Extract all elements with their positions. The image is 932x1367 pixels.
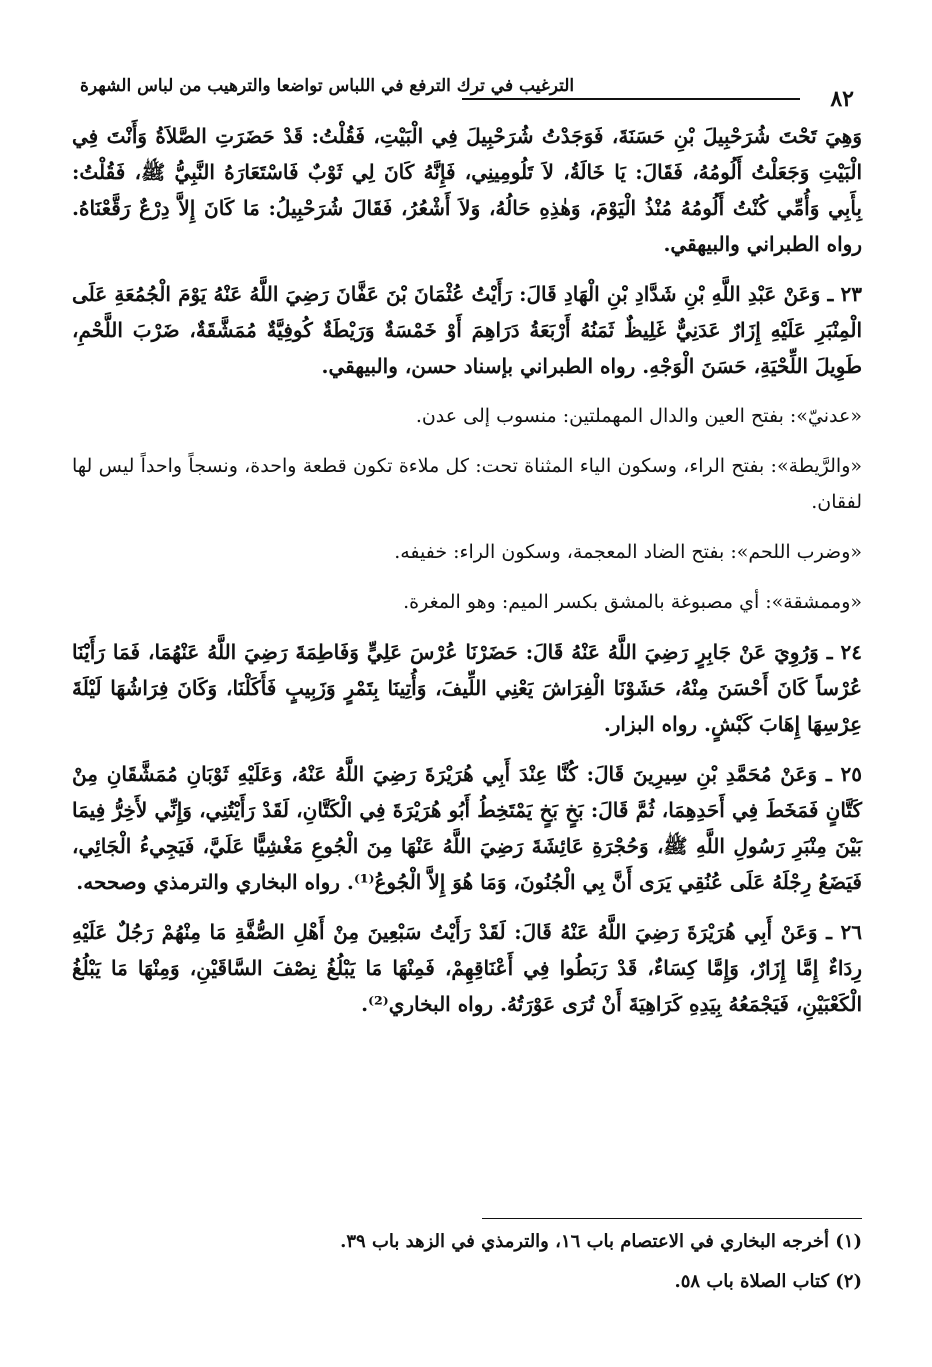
note-rayta: «والرَّيطة»: بفتح الراء، وسكون الياء المثناة تحت: كل ملاءة تكون قطعة واحدة، ونسجاً واحداً ليس لها لفقان. bbox=[72, 455, 862, 513]
note-adani: «عدنيّ»: بفتح العين والدال المهملتين: منسوب إلى عدن. bbox=[415, 405, 862, 427]
main-text bbox=[72, 118, 862, 1036]
running-title: الترغيب في ترك الترفع في اللباس تواضعا والترهيب من لباس الشهرة bbox=[80, 76, 575, 96]
footnotes bbox=[72, 1218, 862, 1299]
page-number: ٨٢ bbox=[830, 86, 854, 112]
hadith-23: ٢٣ ـ وَعَنْ عَبْدِ اللَّهِ بْنِ شَدَّادِ بْنِ الْهَادِ قَالَ: رَأَيْتُ عُثْمَانَ بْنَ عَفَّانَ رَضِيَ اللَّهُ عَنْهُ يَوْمَ الْجُمُعَةِ عَلَى الْمِنْبَرِ عَلَيْهِ إِزَارٌ عَدَنِيٌّ غَلِيظٌ ثَمَنُهُ أَرْبَعَةُ دَرَاهِمَ أَوْ خَمْسَةٌ وَرَيْطَةٌ كُوفِيَّةٌ مُمَشَّقَةٌ، ضَرْبَ اللَّحْمِ، طَوِيلَ اللِّحْيَةِ، حَسَنَ الْوَجْهِ. رواه الطبراني بإسناد حسن، والبيهقي. bbox=[72, 282, 862, 378]
hadith-25: ٢٥ ـ وَعَنْ مُحَمَّدِ بْنِ سِيرِينَ قَالَ: كُنَّا عِنْدَ أَبِي هُرَيْرَةَ رَضِيَ اللَّهُ عَنْهُ، وَعَلَيْهِ ثَوْبَانِ مُمَشَّقَانِ مِنْ كَتَّانٍ فَمَخَطَ فِي أَحَدِهِمَا، ثُمَّ قَالَ: بَخٍ بَخٍ يَمْتَخِطُ أَبُو هُرَيْرَةَ فِي الْكَتَّانِ، لَقَدْ رَأَيْتُنِي، وَإِنِّي لأَخِرُّ فِيمَا بَيْنَ مِنْبَرِ رَسُولِ اللَّهِ ﷺ، وَحُجْرَةِ عَائِشَةَ رَضِيَ اللَّهُ عَنْهَا مِنَ الْجُوعِ مَغْشِيًّا عَلَيَّ، فَيَجِيءُ الْجَائِي، فَيَضَعُ رِجْلَهُ عَلَى عُنُقِي يَرَى أَنَّ بِي الْجُنُونَ، وَمَا هُوَ إِلاَّ الْجُوعُ⁽¹⁾. رواه البخاري والترمذي وصححه. bbox=[72, 762, 862, 894]
hadith-26: ٢٦ ـ وَعَنْ أَبِي هُرَيْرَةَ رَضِيَ اللَّهُ عَنْهُ قَالَ: لَقَدْ رَأَيْتُ سَبْعِينَ مِنْ أَهْلِ الصُّفَّةِ مَا مِنْهُمْ رَجُلٌ عَلَيْهِ رِدَاءٌ إِمَّا إِزَارٌ، وَإِمَّا كِسَاءٌ، قَدْ رَبَطُوا فِي أَعْنَاقِهِمْ، فَمِنْهَا مَا يَبْلُغُ نِصْفَ السَّاقَيْنِ، وَمِنْهَا مَا يَبْلُغُ الْكَعْبَيْنِ، فَيَجْمَعُهُ بِيَدِهِ كَرَاهِيَةَ أَنْ تُرَى عَوْرَتُهُ. رواه البخاري⁽²⁾. bbox=[72, 920, 862, 1016]
note-mumashshaqa: «وممشقة»: أي مصبوغة بالمشق بكسر الميم: وهو المغرة. bbox=[403, 591, 862, 613]
hadith-24: ٢٤ ـ وَرُوِيَ عَنْ جَابِرٍ رَضِيَ اللَّهُ عَنْهُ قَالَ: حَضَرْنَا عُرْسَ عَلِيٍّ وَفَاطِمَةَ رَضِيَ اللَّهُ عَنْهُمَا، فَمَا رَأَيْنَا عُرْساً كَانَ أَحْسَنَ مِنْهُ، حَشَوْنَا الْفِرَاشَ يَعْنِي اللِّيفَ، وَأُتِينَا بِتَمْرٍ وَزَبِيبٍ فَأَكَلْنَا، وَكَانَ فِرَاشُهَا لَيْلَةَ عِرْسِهَا إِهَابَ كَبْشٍ. رواه البزار. bbox=[72, 640, 862, 736]
note-darb-al-lahm: «وضرب اللحم»: بفتح الضاد المعجمة، وسكون الراء: خفيفه. bbox=[394, 541, 862, 563]
paragraph-continuation: وَهِيَ تَحْتَ شُرَحْبِيلَ بْنِ حَسَنَةَ، فَوَجَدْتُ شُرَحْبِيلَ فِي الْبَيْتِ، فَقُلْتُ: قَدْ حَضَرَتِ الصَّلاَةُ وَأَنْتَ فِي الْبَيْتِ وَجَعَلْتُ أَلُومُهُ، فَقَالَ: يَا خَالَةُ، لاَ تَلُومِينِي، فَإِنَّهُ كَانَ لِي ثَوْبٌ فَاسْتَعَارَهُ النَّبِيُّ ﷺ، فَقُلْتُ: بِأَبِي وَأُمِّي كُنْتُ أَلُومُهُ مُنْذُ الْيَوْمَ، وَهٰذِهِ حَالُهُ، وَلاَ أَشْعُرُ، فَقَالَ شُرَحْبِيلُ: مَا كَانَ إِلاَّ دِرْعٌ رَقَّعْنَاهُ. رواه الطبراني والبيهقي. bbox=[72, 124, 862, 256]
header-rule bbox=[462, 98, 800, 100]
running-header bbox=[72, 70, 862, 110]
footnote-2: (٢) كتاب الصلاة باب ٥٨. bbox=[674, 1271, 862, 1292]
footnote-1: (١) أخرجه البخاري في الاعتصام باب ١٦، والترمذي في الزهد باب ٣٩. bbox=[340, 1231, 862, 1252]
footnote-rule bbox=[482, 1218, 862, 1219]
